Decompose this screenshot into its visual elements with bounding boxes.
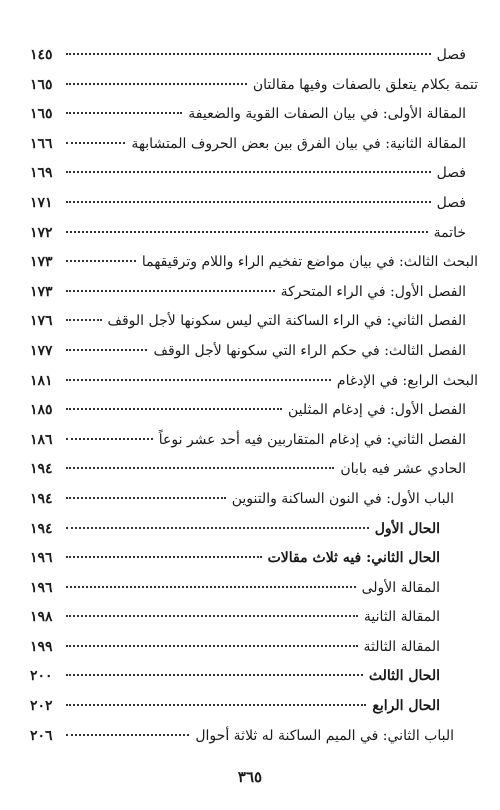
toc-entry-page: ١٦٥ [30, 76, 53, 93]
toc-entry-page: ١٦٦ [30, 135, 53, 152]
toc-entry [30, 219, 478, 249]
dot-leader [66, 349, 147, 351]
toc-entry-page: ١٧١ [30, 194, 53, 211]
toc-entry [30, 603, 478, 633]
toc-entry-title: المقالة الأولى [361, 579, 440, 596]
toc-entry-title: خاتمة [433, 224, 466, 241]
toc-entry-page: ٢٠٢ [30, 698, 53, 715]
toc-entry [30, 515, 478, 545]
toc-entry-page: ١٧٣ [30, 283, 53, 300]
dot-leader [66, 201, 431, 203]
toc-entry [30, 189, 478, 219]
dot-leader [66, 290, 275, 292]
toc-entry-page: ١٩٦ [30, 550, 53, 567]
toc-entry-page: ١٨١ [30, 372, 53, 389]
dot-leader [66, 53, 431, 55]
toc-entry [30, 544, 478, 574]
toc-entry-title: البحث الرابع: في الإدغام [336, 372, 478, 389]
toc-entry-title: الحال الثاني: فيه ثلاث مقالات [267, 550, 440, 567]
toc-entry [30, 455, 478, 485]
toc-entry-page: ١٧٣ [30, 254, 53, 271]
toc-entry-page: ٢٠٠ [30, 668, 53, 685]
toc-entry-page: ١٦٩ [30, 165, 53, 182]
toc-entry [30, 662, 478, 692]
dot-leader [66, 231, 428, 233]
toc-entry [30, 248, 478, 278]
toc-entry-page: ١٩٦ [30, 579, 53, 596]
toc-entry-title: المقالة الثانية [363, 609, 440, 626]
toc-entry-title: الحادي عشر فيه بابان [340, 461, 466, 478]
dot-leader [66, 438, 153, 440]
dot-leader [66, 319, 102, 321]
toc-entry-page: ٢٠٦ [30, 727, 53, 744]
dot-leader [66, 379, 331, 381]
toc-entry [30, 367, 478, 397]
toc-entry-title: الباب الأول: في النون الساكنة والتنوين [231, 490, 454, 507]
page-number: ٣٦٥ [237, 768, 263, 786]
toc-entry [30, 485, 478, 515]
toc-entry-page: ١٩٩ [30, 638, 53, 655]
toc-entry-title: المقالة الثالثة [363, 638, 440, 655]
toc-entry-title: الفصل الثالث: في حكم الراء التي سكونها لأجل الوقف [153, 342, 466, 359]
toc-entry-page: ١٩٤ [30, 520, 53, 537]
toc-entry [30, 71, 478, 101]
toc-entry-page: ١٧٧ [30, 342, 53, 359]
dot-leader [66, 615, 358, 617]
toc-entry [30, 426, 478, 456]
toc-entry-page: ١٩٤ [30, 490, 53, 507]
toc-entry-title: تتمة بكلام يتعلق بالصفات وفيها مقالتان [252, 76, 478, 93]
toc-entry-title: الفصل الثاني: في الراء الساكنة التي ليس سكونها لأجل الوقف [107, 313, 466, 330]
toc-entry-page: ١٤٥ [30, 47, 53, 63]
toc-entry [30, 130, 478, 160]
toc-entry-page: ١٧٦ [30, 313, 53, 330]
toc-entry-title: فصل [436, 194, 466, 211]
toc-entry [30, 278, 478, 308]
dot-leader [66, 556, 262, 558]
dot-leader [66, 112, 182, 114]
toc-entry-page: ١٨٦ [30, 431, 53, 448]
toc-entry-title: الفصل الأول: في الراء المتحركة [280, 283, 466, 300]
dot-leader [66, 142, 125, 144]
dot-leader [66, 467, 334, 469]
toc-entry [30, 633, 478, 663]
dot-leader [66, 645, 358, 647]
dot-leader [66, 527, 369, 529]
toc-entry [30, 337, 478, 367]
dot-leader [66, 497, 226, 499]
toc-entry-title: الفصل الأول: في إدغام المثلين [287, 402, 466, 419]
toc-entry [30, 396, 478, 426]
toc-entry-page: ١٨٥ [30, 402, 53, 419]
toc-entry [30, 692, 478, 722]
dot-leader [66, 171, 431, 173]
toc-entry-page: ١٩٤ [30, 461, 53, 478]
toc-entry-title: المقالة الثانية: في بيان الفرق بين بعض الحروف المتشابهة [131, 135, 466, 152]
toc-entry-title: الباب الثاني: في الميم الساكنة له ثلاثة أحوال [195, 727, 454, 744]
toc-entry-title: الحال الثالث [368, 668, 440, 685]
toc-entry [30, 41, 478, 71]
toc-entry-title: فصل [436, 47, 466, 63]
dot-leader [66, 734, 189, 736]
toc-entry [30, 574, 478, 604]
toc-entry-page: ١٩٨ [30, 609, 53, 626]
dot-leader [66, 408, 282, 410]
toc-entry-title: الفصل الثاني: في إدغام المتقاربين فيه أحد عشر نوعاً [158, 431, 466, 448]
toc-entry [30, 159, 478, 189]
toc-entry-title: الحال الرابع [372, 698, 440, 715]
toc-entry-title: الحال الأول [374, 520, 440, 537]
toc-entry [30, 722, 478, 752]
toc-entry [30, 100, 478, 130]
dot-leader [66, 704, 366, 706]
dot-leader [66, 586, 356, 588]
toc-entry-title: البحث الثالث: في بيان مواضع تفخيم الراء واللام وترقيقهما [141, 254, 478, 271]
dot-leader [66, 674, 363, 676]
dot-leader [66, 260, 136, 262]
toc-entry-page: ١٧٢ [30, 224, 53, 241]
toc-entry-title: المقالة الأولى: في بيان الصفات القوية والضعيفة [188, 106, 466, 123]
toc-entry-title: فصل [436, 165, 466, 182]
toc-entry-page: ١٦٥ [30, 106, 53, 123]
toc-entry [30, 307, 478, 337]
dot-leader [66, 83, 247, 85]
table-of-contents [30, 41, 478, 751]
